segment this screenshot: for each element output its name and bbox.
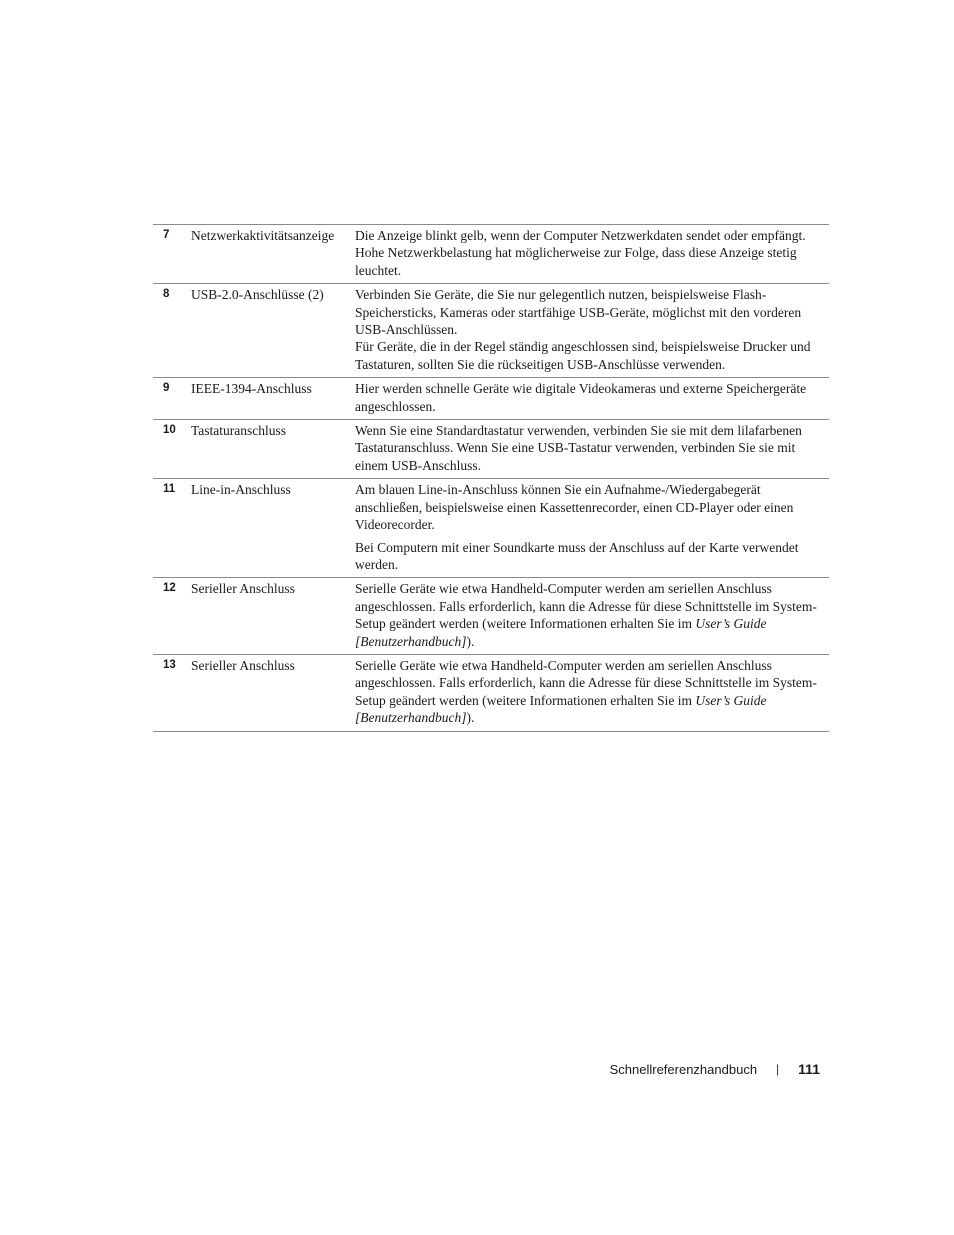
- connector-description: [355, 421, 829, 474]
- connector-name: Line-in-Anschluss: [191, 482, 291, 498]
- row-number: 7: [163, 229, 170, 241]
- users-guide-reference: User’s Guide [Benutzerhandbuch]: [355, 616, 767, 649]
- description-text: ).: [466, 710, 475, 726]
- table-row: [153, 377, 829, 419]
- table-row: [153, 419, 829, 478]
- description-text: Für Geräte, die in der Regel ständig angeschlossen sind, beispielsweise Drucker und Tastaturen, sollten Sie die rückseitigen USB-Anschlüsse verwenden.: [355, 339, 811, 372]
- connector-name: IEEE-1394-Anschluss: [191, 381, 312, 397]
- row-number: 9: [163, 382, 170, 395]
- row-number: 8: [163, 288, 170, 301]
- row-number: 13: [163, 658, 176, 671]
- table-row: [153, 478, 829, 577]
- connector-name: Netzwerkaktivitätsanzeige: [191, 228, 335, 243]
- connector-description: [355, 226, 829, 279]
- footer-title: Schnellreferenzhandbuch: [609, 1061, 758, 1077]
- connector-name: Serieller Anschluss: [191, 657, 295, 673]
- footer-separator: |: [776, 1062, 780, 1076]
- users-guide-reference: User’s Guide [Benutzerhandbuch]: [355, 692, 767, 726]
- row-number: 10: [163, 424, 176, 437]
- description-text: Serielle Geräte wie etwa Handheld-Computer werden am seriellen Anschluss angeschlossen. Falls erforderlich, kann die Adresse für diese Schnittstelle im System-Setup geändert werden (weitere Informationen erhalten Sie im: [355, 581, 817, 632]
- description-text: Bei Computern mit einer Soundkarte muss der Anschluss auf der Karte verwendet werden.: [355, 539, 799, 572]
- table-row: [153, 577, 829, 654]
- page-number: 111: [798, 1061, 820, 1077]
- connector-name: USB-2.0-Anschlüsse (2): [191, 287, 324, 303]
- row-number: 12: [163, 582, 176, 595]
- row-number: 11: [163, 483, 176, 496]
- connector-description: [355, 656, 829, 727]
- connector-description: [355, 379, 829, 415]
- connector-description: [355, 285, 829, 373]
- description-text: ).: [466, 633, 475, 649]
- table-row: [153, 224, 829, 283]
- connector-description: [355, 579, 829, 650]
- description-text: Verbinden Sie Geräte, die Sie nur gelegentlich nutzen, beispielsweise Flash-Speichersticks, Kameras oder startfähige USB-Geräte, möglichst mit den vorderen USB-Anschlüssen.: [355, 287, 802, 338]
- connector-table: [153, 224, 829, 732]
- description-text: Hier werden schnelle Geräte wie digitale Videokameras und externe Speichergeräte angeschlossen.: [355, 381, 807, 414]
- table-row: [153, 283, 829, 377]
- connector-name: Tastaturanschluss: [191, 423, 287, 439]
- description-text: Serielle Geräte wie etwa Handheld-Computer werden am seriellen Anschluss angeschlossen. Falls erforderlich, kann die Adresse für diese Schnittstelle im System-Setup geändert werden (weitere Informationen erhalten Sie im: [355, 657, 817, 708]
- description-text: Am blauen Line-in-Anschluss können Sie ein Aufnahme-/Wiedergabegerät anschließen, beispielsweise einen Kassettenrecorder, einen CD-Player oder einen Videorecorder.: [355, 482, 794, 533]
- table-row: [153, 654, 829, 732]
- description-text: Wenn Sie eine Standardtastatur verwenden, verbinden Sie sie mit dem lilafarbenen Tastaturanschluss. Wenn Sie eine USB-Tastatur verwenden, verbinden Sie sie mit einem USB-Anschluss.: [355, 423, 802, 473]
- description-text: Die Anzeige blinkt gelb, wenn der Computer Netzwerkdaten sendet oder empfängt. Hohe Netzwerkbelastung hat möglicherweise zur Folge, dass diese Anzeige stetig leuchtet.: [355, 228, 806, 278]
- connector-name: Serieller Anschluss: [191, 581, 295, 597]
- page-footer: [610, 1061, 820, 1077]
- connector-description: [355, 480, 829, 573]
